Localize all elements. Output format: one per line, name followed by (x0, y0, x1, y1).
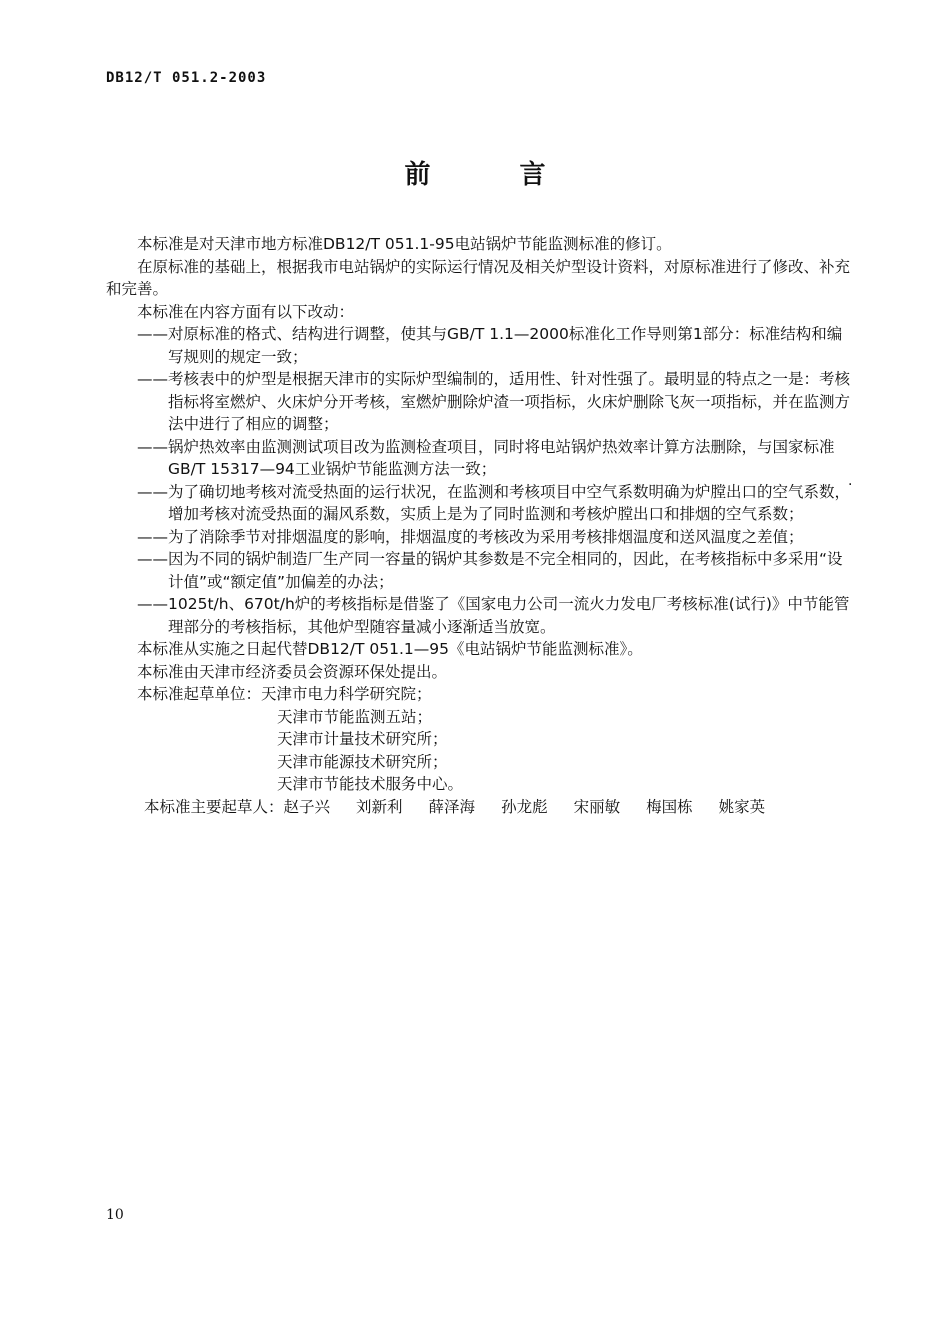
drafter-name: 宋丽敏 (573, 797, 621, 816)
drafting-unit: 天津市节能监测五站； (277, 707, 433, 726)
drafting-units (106, 683, 854, 796)
paragraph-replaces: 本标准从实施之日起代替DB12/T 051.1—95《电站锅炉节能监测标准》。 (137, 640, 643, 658)
drafting-unit: 天津市节能技术服务中心。 (277, 775, 464, 793)
page-number: 10 (106, 1207, 124, 1223)
change-item: ——1025t/h、670t/h炉的考核指标是借鉴了《国家电力公司一流火力发电厂考核标准(试行)》中节能管理部分的考核指标，其他炉型随容量减小逐渐适当放宽。 (137, 595, 850, 636)
change-item: ——因为不同的锅炉制造厂生产同一容量的锅炉其参数是不完全相同的，因此，在考核指标中多采用“设计值”或“额定值”加偏差的办法； (137, 550, 843, 591)
main-drafters-label: 本标准主要起草人： (144, 797, 284, 816)
standard-code: DB12/T 051.2-2003 (106, 70, 267, 86)
drafter-name: 刘新利 (356, 797, 403, 816)
change-item: ——对原标准的格式、结构进行调整，使其与GB/T 1.1—2000标准化工作导则第1部分：标准结构和编写规则的规定一致； (137, 325, 843, 366)
change-item: ——锅炉热效率由监测测试项目改为监测检查项目，同时将电站锅炉热效率计算方法删除，与国家标准GB/T 15317—94工业锅炉节能监测方法一致； (137, 437, 835, 478)
drafting-units-label: 本标准起草单位： (137, 685, 262, 703)
stray-dot: . (848, 473, 853, 489)
foreword-body (106, 233, 854, 818)
drafter-name: 姚家英 (718, 797, 766, 816)
drafting-unit: 天津市电力科学研究院； (261, 685, 432, 703)
section-title: 前 言 (404, 160, 586, 190)
paragraph-changes-intro: 本标准在内容方面有以下改动： (137, 302, 355, 321)
drafting-unit: 天津市能源技术研究所； (277, 752, 448, 771)
paragraph-basis: 在原标准的基础上，根据我市电站锅炉的实际运行情况及相关炉型设计资料，对原标准进行了修改、补充和完善。 (106, 257, 851, 298)
paragraph-proposer: 本标准由天津市经济委员会资源环保处提出。 (137, 662, 448, 681)
change-item: ——考核表中的炉型是根据天津市的实际炉型编制的，适用性、针对性强了。最明显的特点之一是：考核指标将室燃炉、火床炉分开考核，室燃炉删除炉渣一项指标，火床炉删除飞灰一项指标，并在监测方法中进行了相应的调整； (137, 370, 851, 433)
paragraph-revision: 本标准是对天津市地方标准DB12/T 051.1-95电站锅炉节能监测标准的修订。 (137, 235, 672, 253)
drafter-name: 孙龙彪 (501, 797, 548, 816)
change-item: ——为了消除季节对排烟温度的影响，排烟温度的考核改为采用考核排烟温度和送风温度之差值； (137, 527, 804, 546)
drafting-unit: 天津市计量技术研究所； (277, 730, 448, 748)
main-drafters (106, 796, 854, 819)
change-item: ——为了确切地考核对流受热面的运行状况，在监测和考核项目中空气系数明确为炉膛出口的空气系数，增加考核对流受热面的漏风系数，实质上是为了同时监测和考核炉膛出口和排烟的空气系数； (137, 482, 851, 523)
drafter-name: 梅国栋 (646, 797, 693, 816)
drafter-name: 薛泽海 (428, 797, 476, 816)
drafter-name: 赵子兴 (283, 797, 331, 816)
